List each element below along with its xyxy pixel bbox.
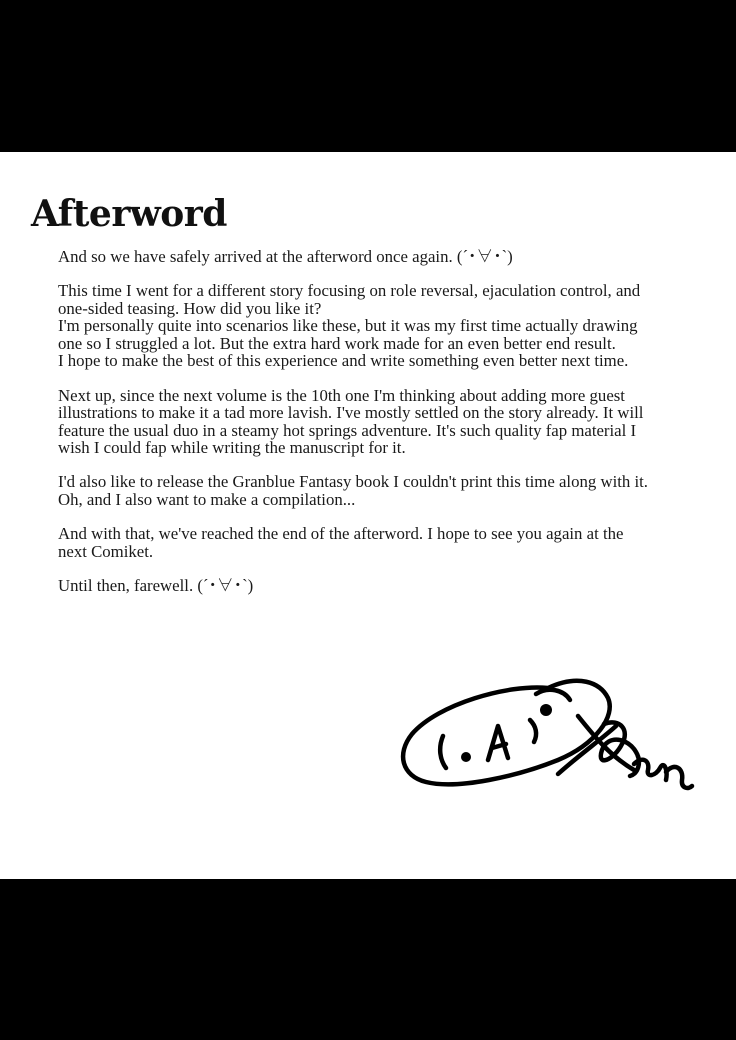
text-line: And with that, we've reached the end of the afterword. I hope to see you again at the xyxy=(58,524,624,544)
text-line: This time I went for a different story focusing on role reversal, ejaculation control, and xyxy=(58,281,641,301)
text-line: Oh, and I also want to make a compilation... xyxy=(58,490,356,510)
text-line: one-sided teasing. How did you like it? xyxy=(58,298,322,318)
afterword-body xyxy=(58,248,708,611)
text-line: wish I could fap while writing the manuscript for it. xyxy=(58,438,406,458)
text-line: next Comiket. xyxy=(58,541,154,561)
text-line: I'm personally quite into scenarios like these, but it was my first time actually drawing xyxy=(58,316,638,336)
text-line: Until then, farewell. (´･∀･`) xyxy=(58,575,254,595)
paragraph-granblue xyxy=(58,473,708,508)
text-line: feature the usual duo in a steamy hot springs adventure. It's such quality fap material I xyxy=(58,420,637,440)
paragraph-farewell xyxy=(58,577,708,595)
paragraph-ending xyxy=(58,525,708,560)
afterword-page xyxy=(0,152,736,879)
paragraph-next-volume xyxy=(58,387,708,457)
text-line: I'd also like to release the Granblue Fantasy book I couldn't print this time along with it. xyxy=(58,472,649,492)
page-title: Afterword xyxy=(31,193,227,235)
text-line: illustrations to make it a tad more lavish. I've mostly settled on the story already. It will xyxy=(58,403,644,423)
text-line: I hope to make the best of this experience and write something even better next time. xyxy=(58,351,629,371)
paragraph-story xyxy=(58,282,708,370)
paragraph-arrival xyxy=(58,248,708,266)
text-line: one so I struggled a lot. But the extra hard work made for an even better end result. xyxy=(58,333,616,353)
text-line: Next up, since the next volume is the 10th one I'm thinking about adding more guest xyxy=(58,385,625,405)
handwritten-signature-icon xyxy=(398,664,698,824)
text-line: And so we have safely arrived at the afterword once again. (´･∀･`) xyxy=(58,247,513,266)
